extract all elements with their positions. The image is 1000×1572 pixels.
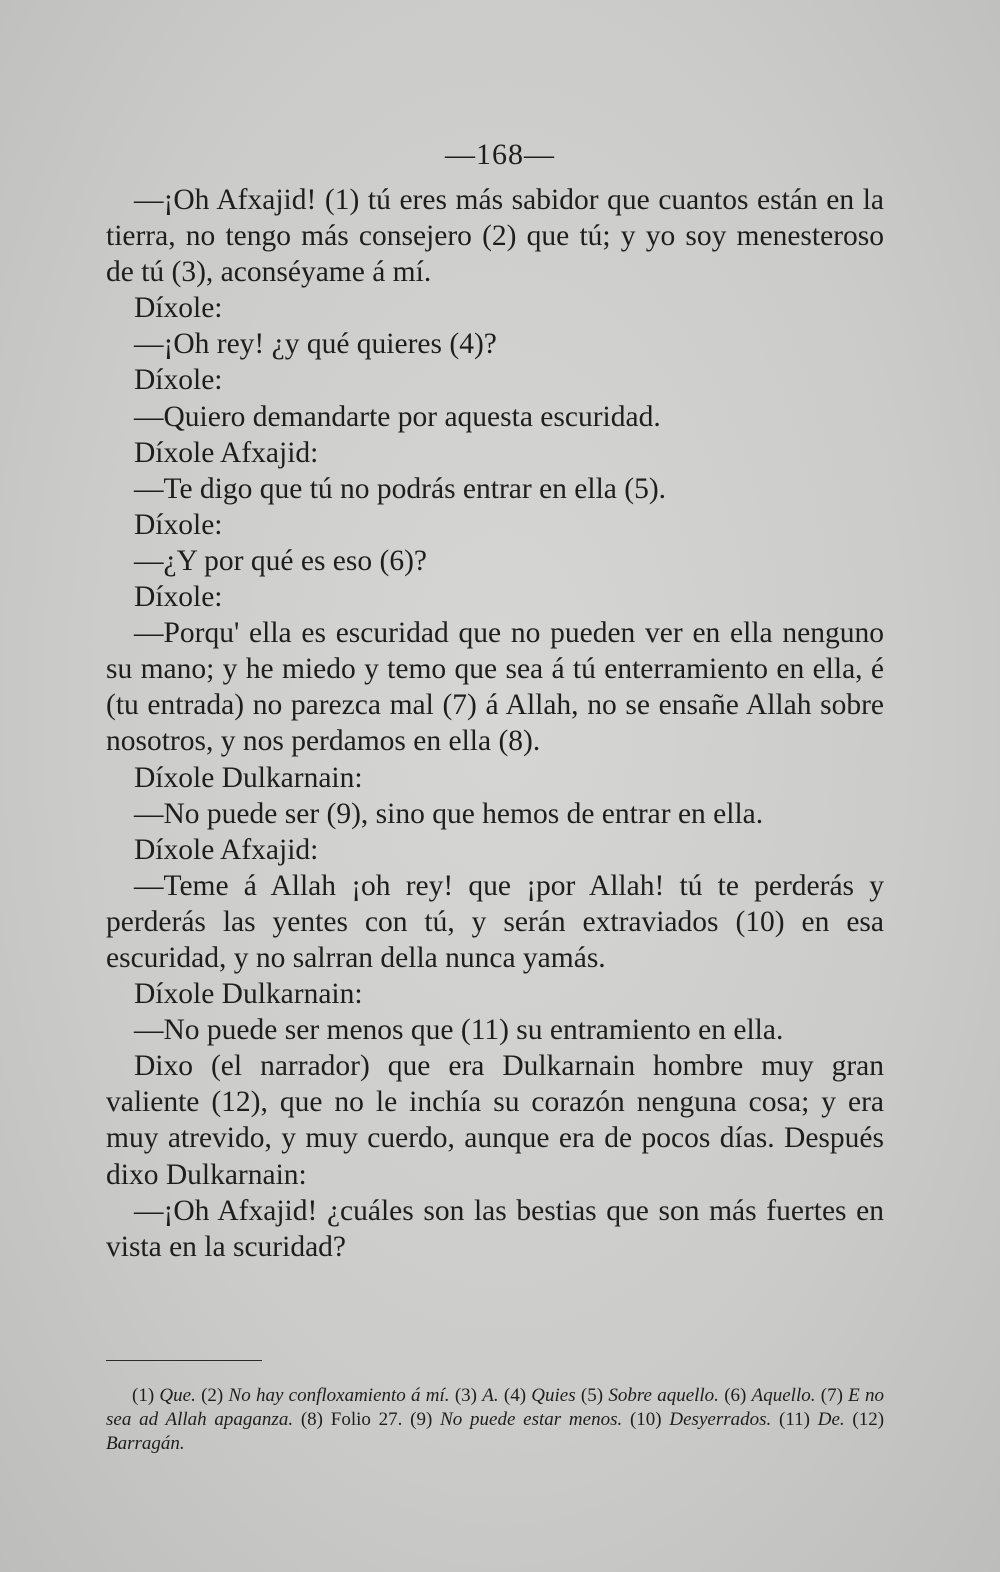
footnote-mark: (11) bbox=[779, 1409, 810, 1430]
footnote-text: E no sea ad Allah apaganza. bbox=[106, 1385, 885, 1430]
footnote-text: No hay confloxamiento á mí. bbox=[228, 1385, 450, 1406]
speaker-line: Díxole: bbox=[134, 364, 223, 397]
footnote-text: De. bbox=[817, 1409, 845, 1430]
footnote-mark: (10) bbox=[629, 1409, 662, 1430]
footnote-mark: (5) bbox=[580, 1385, 604, 1406]
footnote-mark: (4) bbox=[503, 1385, 527, 1406]
page-number: —168— bbox=[445, 138, 555, 171]
footnote-mark: (2) bbox=[201, 1385, 224, 1406]
paragraph: —¡Oh Afxajid! ¿cuáles son las bestias que son más fuertes en vista en la scuridad? bbox=[106, 1194, 884, 1263]
paragraph: —No puede ser (9), sino que hemos de entrar en ella. bbox=[134, 797, 764, 830]
paragraph: —Te digo que tú no podrás entrar en ella (5). bbox=[134, 472, 667, 505]
footnotes bbox=[106, 1384, 884, 1456]
footnote-text: No puede estar menos. bbox=[440, 1409, 623, 1430]
footnote-text: Desyerrados. bbox=[669, 1409, 772, 1430]
footnote-mark: (1) bbox=[132, 1385, 155, 1406]
paragraph: —Teme á Allah ¡oh rey! que ¡por Allah! tú te perderás y perderás las yentes con tú, y serán extraviados (10) en esa escuridad, y no salrran della nunca yamás. bbox=[106, 869, 884, 974]
footnote-mark: (9) bbox=[410, 1409, 433, 1430]
paragraph: —Quiero demandarte por aquesta escuridad. bbox=[134, 400, 661, 433]
speaker-line: Díxole Afxajid: bbox=[134, 833, 319, 866]
paragraph: —No puede ser menos que (11) su entramiento en ella. bbox=[134, 1014, 784, 1047]
footnote-text: Folio 27. bbox=[330, 1409, 403, 1430]
footnote-mark: (6) bbox=[724, 1385, 747, 1406]
main-text bbox=[106, 182, 884, 1265]
paragraph: —Porqu' ella es escuridad que no pueden ver en ella nenguno su mano; y he miedo y temo que sea á tú enterramiento en ella, é (tu entrada) no parezca mal (7) á Allah, no se ensañe Allah sobre nosotros, y nos perdamos en ella (8). bbox=[106, 617, 884, 758]
footnote-mark: (8) bbox=[300, 1409, 323, 1430]
footnote-divider bbox=[106, 1360, 262, 1361]
footnote-text: Que. bbox=[159, 1385, 196, 1406]
footnote-paragraph bbox=[106, 1384, 884, 1456]
footnote-text: Quies bbox=[531, 1385, 576, 1406]
paragraph: —¡Oh Afxajid! (1) tú eres más sabidor que cuantos están en la tierra, no tengo más consejero (2) que tú; y yo soy menesteroso de tú (3), aconséyame á mí. bbox=[106, 184, 884, 289]
speaker-line: Díxole: bbox=[134, 581, 223, 614]
speaker-line: Díxole: bbox=[134, 508, 223, 541]
speaker-line: Díxole Afxajid: bbox=[134, 436, 319, 469]
paragraph: —¡Oh rey! ¿y qué quieres (4)? bbox=[134, 328, 497, 361]
footnote-text: Barragán. bbox=[106, 1433, 185, 1454]
footnote-mark: (7) bbox=[820, 1385, 843, 1406]
footnote-text: Sobre aquello. bbox=[608, 1385, 719, 1406]
footnote-mark: (3) bbox=[454, 1385, 477, 1406]
speaker-line: Díxole: bbox=[134, 292, 223, 325]
speaker-line: Díxole Dulkarnain: bbox=[134, 978, 363, 1011]
footnote-text: A. bbox=[482, 1385, 499, 1406]
footnote-mark: (12) bbox=[852, 1409, 885, 1430]
speaker-line: Díxole Dulkarnain: bbox=[134, 761, 363, 794]
paragraph: Dixo (el narrador) que era Dulkarnain hombre muy gran valiente (12), que no le inchía su corazón nenguna cosa; y era muy atrevido, y muy cuerdo, aunque era de pocos días. Después dixo Dulkarnain: bbox=[106, 1050, 884, 1191]
footnote-text: Aquello. bbox=[751, 1385, 816, 1406]
paragraph: —¿Y por qué es eso (6)? bbox=[134, 544, 427, 577]
